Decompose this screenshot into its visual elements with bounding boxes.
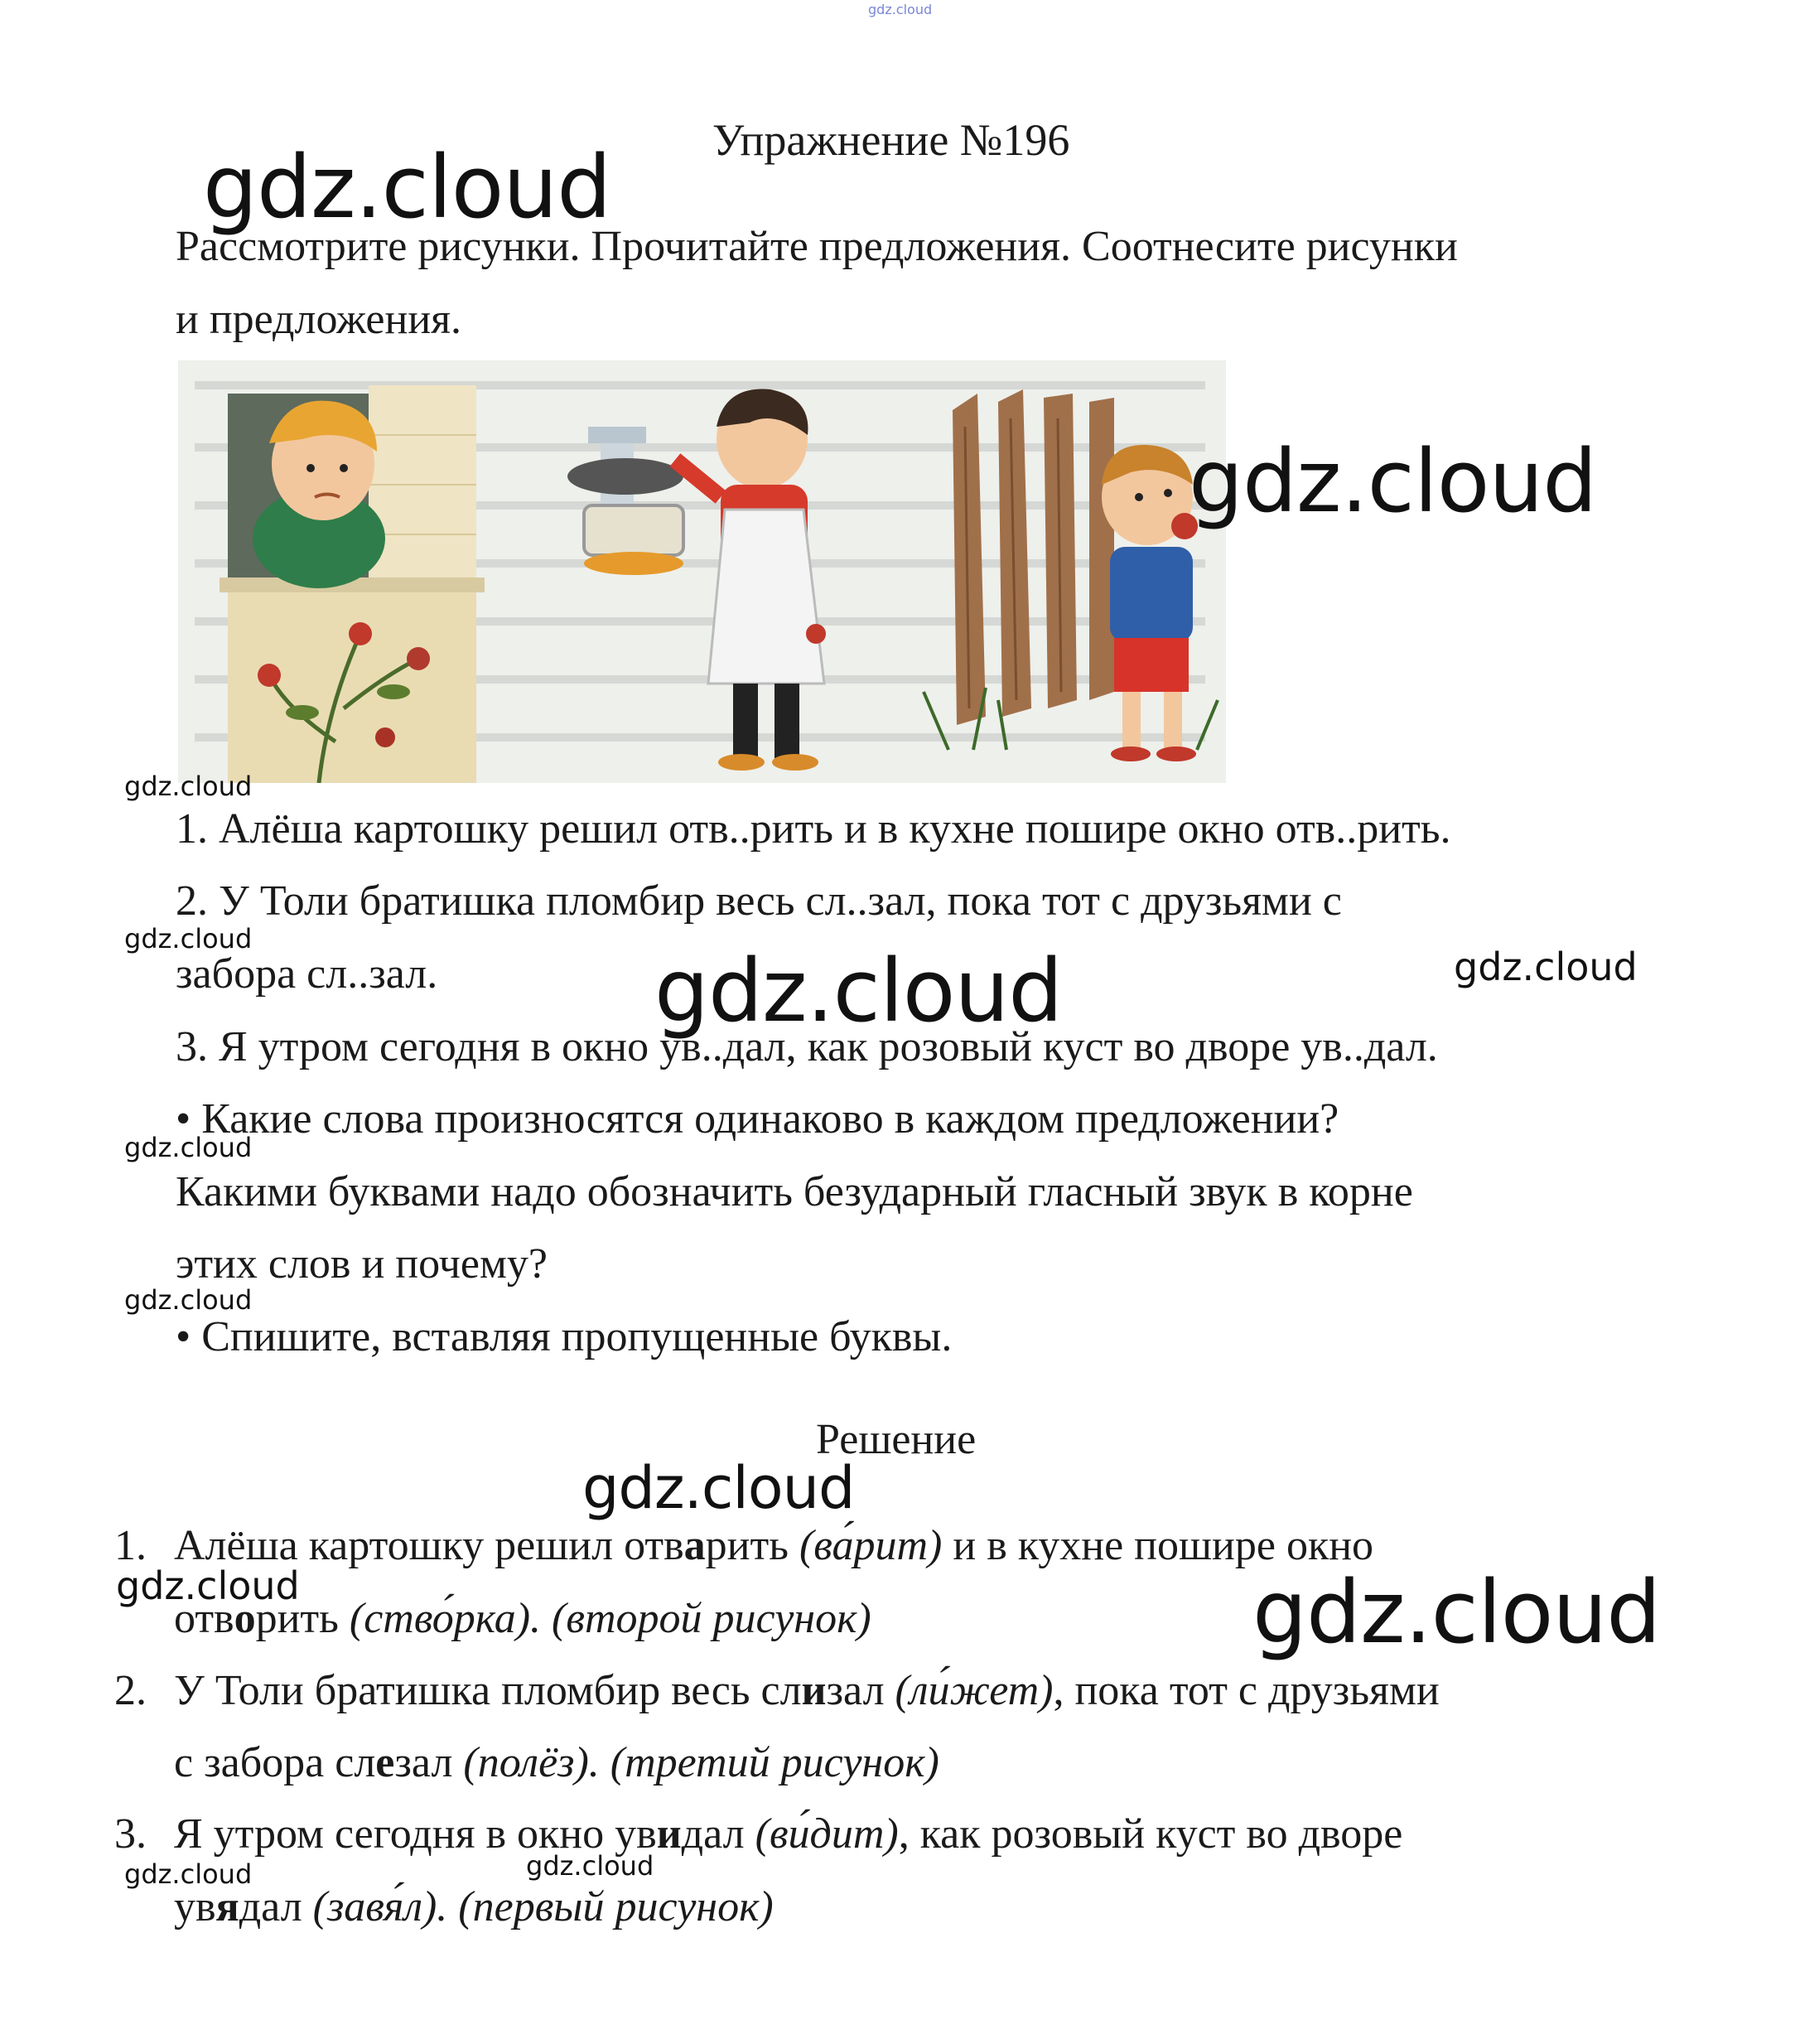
solution-2-line-1: 2. У Толи братишка пломбир весь слизал (ли́жет), пока тот с друзьями: [114, 1667, 1440, 1714]
question-1a: • Какие слова произносятся одинаково в каждом предложении?: [176, 1095, 1339, 1143]
exercise-sentence-1: 1. Алёша картошку решил отв..рить и в кухне пошире окно отв..рить.: [176, 805, 1451, 853]
watermark: gdz.cloud: [1454, 945, 1638, 989]
watermark: gdz.cloud: [124, 1858, 253, 1890]
watermark: gdz.cloud: [526, 1850, 654, 1882]
solution-2-line-2: с забора слезал (полёз). (третий рисунок): [174, 1739, 939, 1786]
watermark: gdz.cloud: [582, 1454, 855, 1522]
watermark: gdz.cloud: [116, 1563, 300, 1608]
question-1c: этих слов и почему?: [176, 1240, 548, 1288]
solution-1-line-2: отворить (ство́рка). (второй рисунок): [174, 1595, 871, 1642]
watermark: gdz.cloud: [654, 940, 1063, 1041]
task-line-2: и предложения.: [176, 296, 462, 343]
solution-3-line-1: 3. Я утром сегодня в окно увидал (ви́дит), как розовый куст во дворе: [114, 1810, 1403, 1858]
task-line-1: Рассмотрите рисунки. Прочитайте предложения. Соотнесите рисунки: [176, 223, 1458, 270]
question-2: • Спишите, вставляя пропущенные буквы.: [176, 1313, 953, 1360]
watermark: gdz.cloud: [124, 923, 253, 954]
exercise-sentence-2a: 2. У Толи братишка пломбир весь сл..зал, пока тот с друзьями с: [176, 877, 1342, 925]
exercise-sentence-3: 3. Я утром сегодня в окно ув..дал, как розовый куст во дворе ув..дал.: [176, 1023, 1438, 1070]
watermark: gdz.cloud: [1252, 1562, 1661, 1663]
watermark: gdz.cloud: [124, 1284, 253, 1316]
solution-title: Решение: [816, 1416, 977, 1463]
watermark: gdz.cloud: [203, 137, 611, 238]
watermark: gdz.cloud: [1189, 431, 1597, 532]
top-watermark: gdz.cloud: [868, 2, 933, 17]
question-1b: Какими буквами надо обозначить безударный гласный звук в корне: [176, 1168, 1413, 1215]
watermark: gdz.cloud: [124, 1132, 253, 1163]
picture-boy-at-window: [220, 385, 485, 783]
exercise-title: Упражнение №196: [712, 115, 1070, 165]
watermark: gdz.cloud: [124, 771, 253, 802]
solution-3-line-2: увядал (завя́л). (первый рисунок): [174, 1883, 774, 1930]
solution-1-line-1: 1. Алёша картошку решил отварить (ва́рит) и в кухне пошире окно: [114, 1522, 1374, 1569]
exercise-sentence-2b: забора сл..зал.: [176, 950, 438, 998]
exercise-illustration: [178, 360, 1226, 783]
